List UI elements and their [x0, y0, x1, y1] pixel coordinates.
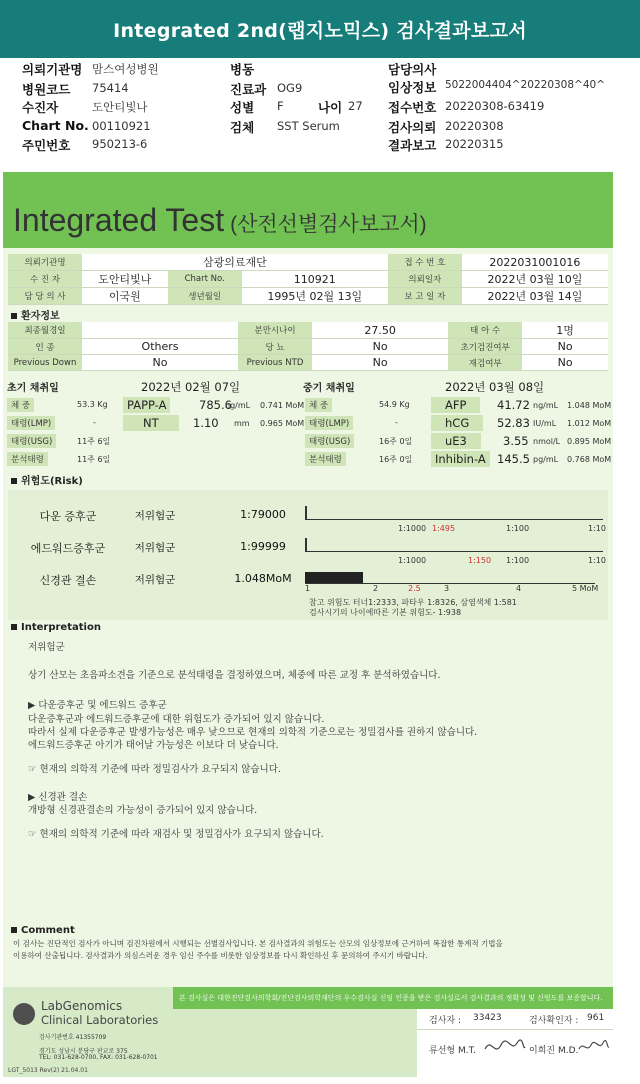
doctor-name: 이희진 M.D. [529, 1046, 579, 1056]
first-weight-key: 체 중 [7, 398, 34, 412]
checker-value: 961 [587, 1013, 605, 1023]
first-ana-value: 11주 6일 [77, 455, 111, 464]
early-check-key: 초기검진여부 [448, 339, 522, 355]
first-weight-value: 53.3 Kg [77, 400, 108, 409]
second-title: 중기 채취일 [303, 383, 355, 394]
retest-value: No [522, 355, 608, 371]
inhibin-key: Inhibin-A [431, 451, 490, 467]
patient-value: 도안티빛나 [92, 100, 148, 114]
divider [417, 1029, 613, 1030]
afp-value: 41.72 [497, 398, 530, 412]
afp-key: AFP [431, 397, 480, 413]
tick-label: 1:495 [432, 524, 456, 533]
tick-label: 1:100 [506, 524, 530, 533]
tick-label: 5 MoM [572, 584, 599, 593]
doctor-label: 담당의사 [388, 62, 437, 77]
report-info-table [8, 254, 608, 305]
table-row [8, 271, 608, 288]
resident-value: 950213-6 [92, 137, 148, 151]
early-check-value: No [522, 339, 608, 355]
second-weight-key: 체 중 [305, 398, 332, 412]
previous-ntd-key: Previous NTD [238, 355, 312, 371]
risk-note-1: 참고 위험도 터너1:2333, 파타우 1:8326, 삼염색체 1:581 [309, 598, 517, 607]
nt-mom: 0.965 MoM [260, 419, 305, 428]
afp-mom: 1.048 MoM [567, 401, 612, 410]
specimen-value: SST Serum [277, 119, 340, 133]
checker-key: 검사확인자 : [529, 1016, 579, 1026]
inhibin-mom: 0.768 MoM [567, 455, 612, 464]
risk-group: 저위험군 [134, 542, 176, 554]
hcg-value: 52.83 [497, 416, 530, 430]
risk-name: 다운 증후군 [39, 510, 97, 523]
birth-key: 생년월일 [168, 288, 242, 305]
tick-label: 2.5 [408, 584, 421, 593]
inst-value: 삼광의료재단 [82, 254, 388, 271]
report-title: Integrated 2nd(랩지노믹스) 검사결과보고서 [113, 19, 527, 42]
ward-label: 병동 [230, 62, 255, 77]
second-date: 2022년 03월 08일 [445, 380, 545, 394]
ue3-unit: nmol/L [533, 437, 561, 446]
first-lmp-key: 태령(LMP) [7, 416, 55, 430]
second-lmp-value: - [395, 418, 398, 427]
report-footer [3, 987, 613, 1077]
chart-value: 00110921 [92, 119, 151, 133]
sex-value: F [277, 99, 284, 113]
lab-number: 검사기관번호 41355709 [39, 1034, 107, 1041]
receipt-label: 접수번호 [388, 100, 437, 115]
second-ana-value: 16주 0일 [379, 455, 413, 464]
diabetes-value: No [312, 339, 448, 355]
examiner-value: 33423 [473, 1013, 502, 1023]
tick-label: 4 [516, 584, 522, 593]
interp-line: 저위험군 [28, 642, 65, 653]
age-value: 27 [348, 99, 363, 113]
hcg-unit: IU/mL [533, 419, 557, 428]
table-row [8, 355, 608, 371]
report-date-label: 결과보고 [388, 138, 437, 153]
nt-key: NT [123, 415, 179, 431]
interp-line: 따라서 실제 다운증후군 발생가능성은 매우 낮으므로 현재의 의학적 기준으로는 정밀검사를 권하지 않습니다. [28, 727, 478, 738]
first-lmp-value: - [93, 418, 96, 427]
race-value: Others [82, 339, 238, 355]
hospital-code-value: 75414 [92, 81, 129, 95]
interp-line: 상기 산모는 초음파소견을 기준으로 분석태령을 결정하였으며, 체중에 따른 교정 후 분석하였습니다. [28, 670, 441, 681]
second-usg-value: 16주 0일 [379, 437, 413, 446]
clinical-value: 5022004404^20220308^40^ [445, 79, 606, 91]
table-row [8, 322, 608, 339]
pappa-value: 785.6 [199, 398, 232, 412]
fetus-key: 태 아 수 [448, 322, 522, 339]
birth-value: 1995년 02월 13일 [242, 288, 388, 305]
report-header-title [13, 202, 427, 239]
interp-line: 개방형 신경관결손의 가능성이 증가되어 있지 않습니다. [28, 805, 258, 816]
receipt-value: 2022031001016 [462, 254, 608, 271]
risk-section-title: 위험도(Risk) [11, 472, 83, 487]
summary-section [0, 58, 640, 170]
scale-axis [305, 583, 595, 584]
tick-label: 1:100 [506, 556, 530, 565]
institution-value: 맘스여성병원 [92, 62, 159, 76]
risk-row-edwards [8, 532, 608, 565]
logo-circle-icon [13, 1003, 35, 1025]
technologist-signature-icon [483, 1035, 527, 1059]
hcg-key: hCG [431, 415, 483, 431]
retest-key: 재검여부 [448, 355, 522, 371]
interp-line: ▶ 신경관 결손 [28, 792, 88, 803]
ue3-key: uE3 [431, 433, 481, 449]
chart-label: Chart No. [22, 118, 89, 133]
comment-text [13, 938, 603, 962]
ue3-value: 3.55 [503, 434, 529, 448]
risk-row-ntd [8, 564, 608, 594]
first-ana-key: 분석태령 [7, 452, 48, 466]
signature-box [417, 1009, 613, 1077]
report-key: 보 고 일 자 [388, 288, 462, 305]
second-usg-key: 태령(USG) [305, 434, 354, 448]
doctor-signature-icon [577, 1037, 611, 1057]
scale-axis [305, 551, 603, 552]
first-usg-value: 11주 6일 [77, 437, 111, 446]
fetus-value: 1명 [522, 322, 608, 339]
afp-unit: ng/mL [533, 401, 559, 410]
scale-left-mark [305, 506, 307, 520]
tick-label: 1:150 [468, 556, 492, 565]
inhibin-unit: pg/mL [533, 455, 559, 464]
interp-line: ▶ 다운증후군 및 에드워드 증후군 [28, 700, 167, 711]
lab-address: 경기도 성남시 분당구 판교로 375 [39, 1048, 128, 1055]
delivery-age-value: 27.50 [312, 322, 448, 339]
integrated-test-report [3, 172, 613, 1077]
lab-phone: TEL: 031-628-0700, FAX: 031-628-0701 [39, 1054, 158, 1061]
hospital-code-label: 병원코드 [22, 82, 71, 97]
request-label: 검사의뢰 [388, 120, 437, 135]
delivery-age-key: 분만시나이 [238, 322, 312, 339]
patient-label: 수진자 [22, 100, 59, 115]
scale-left-mark [305, 538, 307, 552]
comment-line: 이 검사는 진단적인 검사가 아니며 검진차원에서 시행되는 선별검사입니다. 본 검사결과의 위험도는 산모의 임상정보에 근거하여 복잡한 통계적 기법을 [13, 939, 503, 948]
nt-value: 1.10 [193, 416, 219, 430]
second-ana-key: 분석태령 [305, 452, 346, 466]
tick-label: 2 [373, 584, 379, 593]
request-value: 2022년 03월 10일 [462, 271, 608, 288]
table-row [8, 288, 608, 305]
risk-name: 에드워드증후군 [30, 542, 106, 555]
pappa-key: PAPP-A [123, 397, 170, 413]
previous-down-key: Previous Down [8, 355, 82, 371]
second-weight-value: 54.9 Kg [379, 400, 410, 409]
form-code: LGT_5013 Rev(2) 21.04.01 [8, 1067, 88, 1074]
first-title: 초기 채취일 [7, 383, 59, 394]
report-header [3, 172, 613, 248]
nt-unit: mm [234, 419, 250, 428]
risk-group: 저위험군 [134, 510, 176, 522]
risk-ratio: 1:79000 [240, 508, 286, 521]
tick-label: 1:10 [588, 556, 606, 565]
patient-value: 도안티빛나 [82, 271, 168, 288]
risk-box [8, 490, 608, 620]
receipt-key: 접 수 번 호 [388, 254, 462, 271]
chart-key: Chart No. [168, 271, 242, 288]
interpretation-section-title: Interpretation [11, 622, 101, 633]
risk-ratio: 1.048MoM [234, 572, 292, 585]
interp-line: 다운증후군과 에드워드증후군에 대한 위험도가 증가되어 있지 않습니다. [28, 714, 325, 725]
patient-section-title: 환자정보 [11, 307, 60, 322]
inst-key: 의뢰기관명 [8, 254, 82, 271]
hcg-mom: 1.012 MoM [567, 419, 612, 428]
comment-line: 이용하여 산출됩니다. 검사결과가 의심스러운 경우 임신 주수를 비롯한 임상정보를 다시 확인하신 후 문의하여 주시기 바랍니다. [13, 951, 428, 960]
table-row [8, 339, 608, 355]
interp-line: ☞ 현재의 의학적 기준에 따라 정밀검사가 요구되지 않습니다. [28, 764, 281, 775]
risk-name: 신경관 결손 [39, 574, 97, 587]
risk-scale-edwards [305, 536, 603, 552]
request-key: 의뢰일자 [388, 271, 462, 288]
previous-ntd-value: No [312, 355, 448, 371]
scale-axis [305, 519, 603, 520]
diabetes-key: 당 뇨 [238, 339, 312, 355]
risk-ratio: 1:99999 [240, 540, 286, 553]
second-lmp-key: 태령(LMP) [305, 416, 353, 430]
tick-label: 1:10 [588, 524, 606, 533]
clinical-label: 임상정보 [388, 80, 437, 95]
dept-value: OG9 [277, 81, 303, 95]
examiner-key: 검사자 : [429, 1016, 461, 1026]
chart-value: 110921 [242, 271, 388, 288]
first-usg-key: 태령(USG) [7, 434, 56, 448]
risk-group: 저위험군 [134, 574, 176, 586]
report-value: 2022년 03월 14일 [462, 288, 608, 305]
report-date-value: 20220315 [445, 137, 504, 151]
comment-section-title: Comment [11, 925, 75, 936]
interp-line: ☞ 현재의 의학적 기준에 따라 재검사 및 정밀검사가 요구되지 않습니다. [28, 829, 324, 840]
tick-label: 1:1000 [398, 556, 427, 565]
inhibin-value: 145.5 [497, 452, 530, 466]
risk-row-down [8, 500, 608, 533]
ue3-mom: 0.895 MoM [567, 437, 612, 446]
sex-label: 성별 [230, 100, 255, 115]
report-title-en: Integrated Test [13, 202, 225, 238]
request-value: 20220308 [445, 119, 504, 133]
tick-label: 3 [444, 584, 450, 593]
table-row [8, 254, 608, 271]
pappa-unit: ng/mL [225, 401, 251, 410]
pappa-mom: 0.741 MoM [260, 401, 305, 410]
certification-banner: 본 검사실은 대한진단검사의학회/진단검사의학재단의 우수검사실 신임 인증을 받은 검사실로서 검사결과의 정확성 및 신빙도를 보증합니다. [173, 987, 613, 1009]
logo-sub: Clinical Laboratories [41, 1013, 159, 1027]
institution-label: 의뢰기관명 [22, 62, 83, 77]
age-label: 나이 [318, 100, 343, 115]
dept-label: 진료과 [230, 82, 267, 97]
technologist-name: 류선형 M.T. [429, 1046, 476, 1056]
patient-info-table [8, 322, 608, 371]
lmp-value [82, 322, 238, 339]
report-title-bar [0, 0, 640, 58]
doctor-key: 담 당 의 사 [8, 288, 82, 305]
risk-scale-down [305, 504, 603, 520]
race-key: 인 종 [8, 339, 82, 355]
resident-label: 주민번호 [22, 138, 71, 153]
specimen-label: 검체 [230, 120, 255, 135]
risk-note-2: 검사시기의 나이에따른 기본 위험도- 1:938 [309, 608, 462, 617]
report-title-ko: (산전선별검사보고서) [230, 213, 427, 236]
interp-line: 에드워드증후군 아기가 태어날 가능성은 이보다 더 낮습니다. [28, 740, 279, 751]
logo-name: LabGenomics [41, 999, 123, 1013]
previous-down-value: No [82, 355, 238, 371]
patient-key: 수 진 자 [8, 271, 82, 288]
risk-scale-ntd [305, 568, 595, 584]
tick-label: 1 [305, 584, 311, 593]
receipt-value: 20220308-63419 [445, 99, 545, 113]
first-date: 2022년 02월 07일 [141, 380, 241, 394]
doctor-value: 이국원 [82, 288, 168, 305]
tick-label: 1:1000 [398, 524, 427, 533]
lmp-key: 최종월경일 [8, 322, 82, 339]
